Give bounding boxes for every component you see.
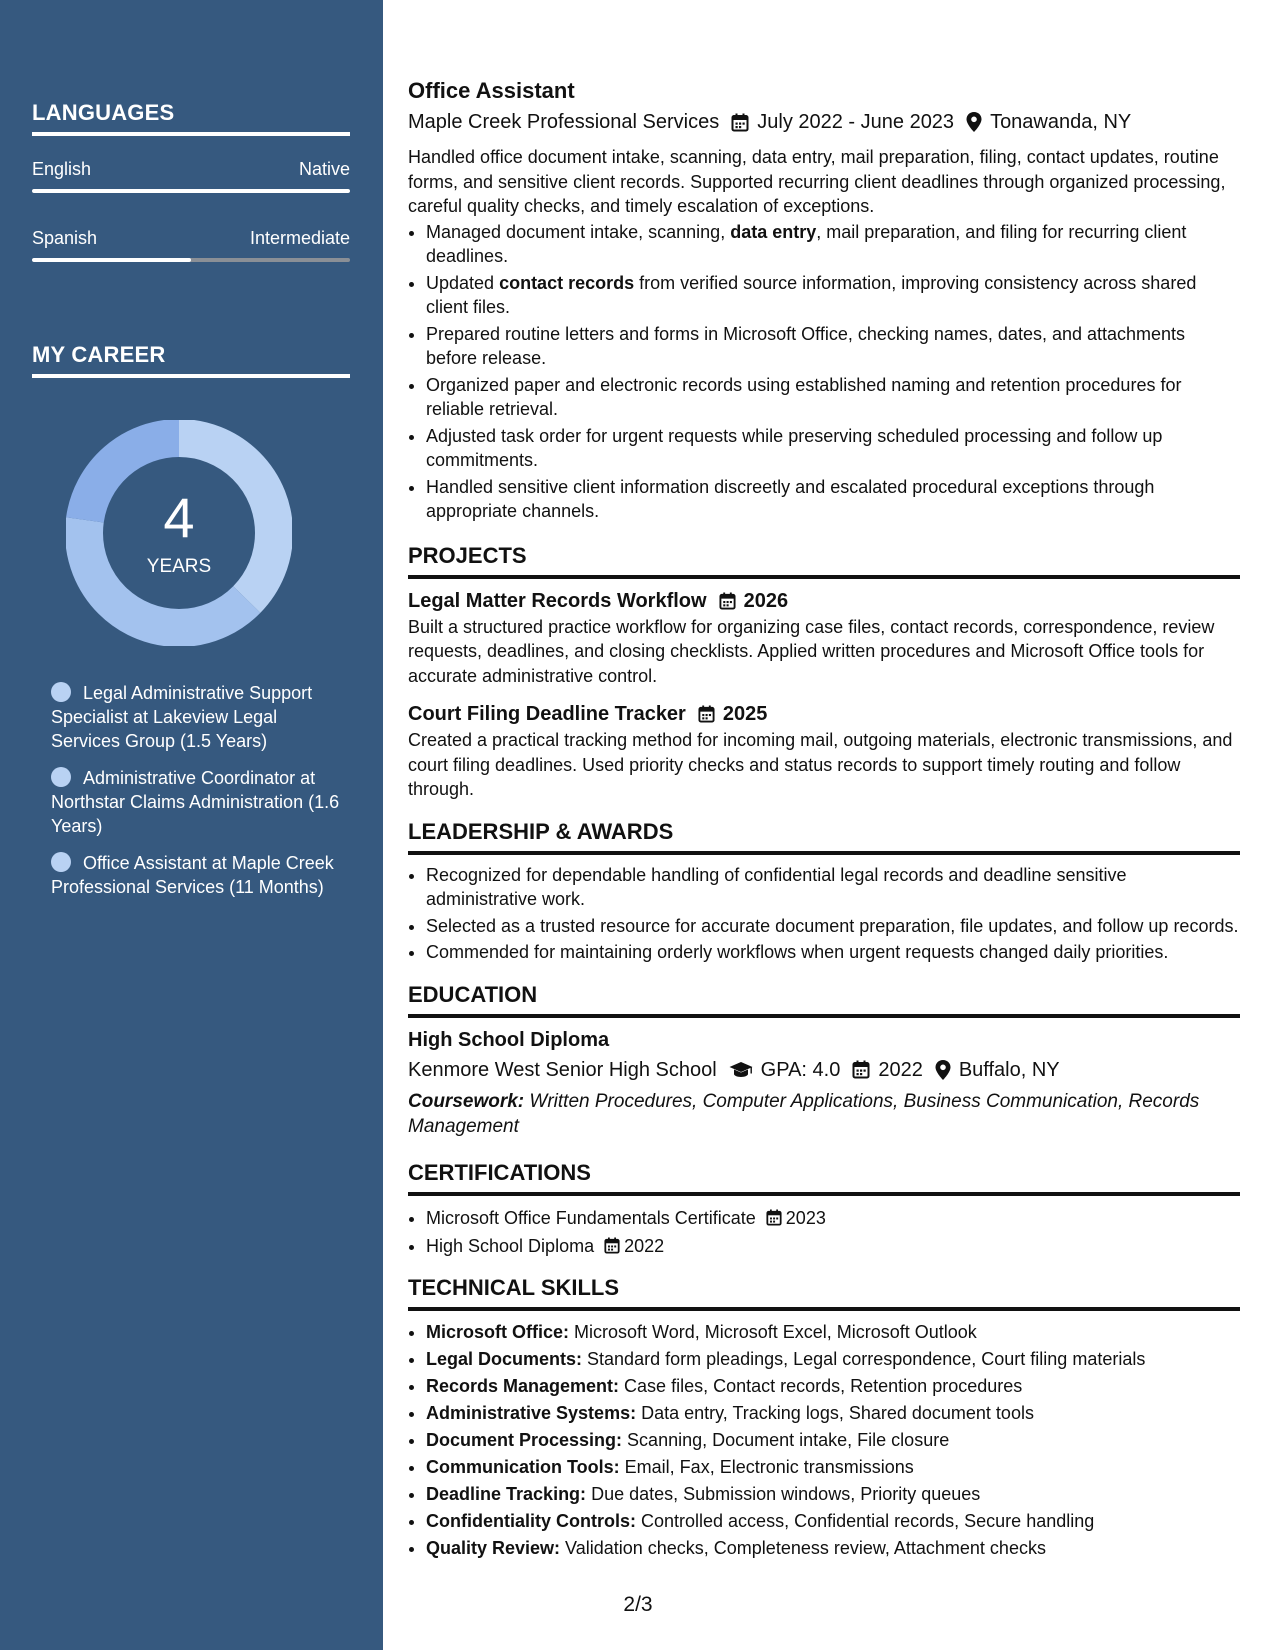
calendar-icon bbox=[731, 113, 749, 132]
project-description: Built a structured practice workflow for organizing case files, contact records, correspondence, review requests, deadlines, and closing checklists. Applied written procedures and Microsoft Office tools for accurate administrative control. bbox=[408, 616, 1215, 686]
leadership-list bbox=[408, 863, 1240, 965]
career-item bbox=[51, 766, 341, 838]
bullet-bold-text: data entry bbox=[730, 221, 817, 242]
education-location: Buffalo, NY bbox=[958, 1058, 1060, 1081]
leadership-item: • Commended for maintaining orderly workflows when urgent requests changed daily priorities. bbox=[426, 940, 1240, 965]
calendar-icon bbox=[719, 592, 736, 610]
project-title bbox=[408, 700, 1240, 728]
career-dot-icon bbox=[51, 852, 71, 872]
calendar-icon bbox=[766, 1209, 782, 1226]
career-item-text: Legal Administrative Support Specialist at Lakeview Legal Services Group (1.5 Years) bbox=[51, 683, 313, 751]
job-dates: July 2022 - June 2023 bbox=[757, 111, 955, 133]
skill-value: Scanning, Document intake, File closure bbox=[622, 1429, 950, 1450]
certification-name: Microsoft Office Fundamentals Certificate bbox=[426, 1207, 756, 1228]
project-name: Legal Matter Records Workflow bbox=[408, 589, 707, 612]
skills-title: TECHNICAL SKILLS bbox=[408, 1274, 1240, 1311]
projects-title: PROJECTS bbox=[408, 542, 1240, 579]
map-pin-icon bbox=[966, 112, 982, 132]
project-entry bbox=[408, 587, 1240, 689]
language-name: English bbox=[32, 159, 92, 179]
skill-item bbox=[426, 1427, 1240, 1454]
education-gpa: GPA: 4.0 bbox=[760, 1058, 841, 1081]
job-bullet bbox=[426, 220, 1240, 269]
job-title: Office Assistant bbox=[408, 78, 575, 103]
skill-item bbox=[426, 1400, 1240, 1427]
skills-list bbox=[408, 1319, 1240, 1562]
career-list bbox=[51, 681, 341, 912]
job-entry bbox=[408, 76, 1240, 524]
project-description: Created a practical tracking method for incoming mail, outgoing materials, electronic transmissions, and court filing deadlines. Used priority checks and status records to support timely routing and follow through. bbox=[408, 730, 1233, 799]
certification-item bbox=[426, 1204, 1240, 1232]
bullet-text: Prepared routine letters and forms in Microsoft Office, checking names, dates, and attachments before release. bbox=[426, 323, 1186, 368]
skill-item bbox=[426, 1535, 1240, 1562]
language-name: Spanish bbox=[32, 228, 98, 248]
career-total-years: 4 bbox=[163, 486, 195, 549]
skill-value: Due dates, Submission windows, Priority queues bbox=[586, 1483, 981, 1504]
bullet-text: from verified source information, improving consistency across shared client files. bbox=[426, 272, 1197, 317]
bullet-text: Adjusted task order for urgent requests while preserving scheduled processing and follow up commitments. bbox=[426, 425, 1163, 470]
job-bullet bbox=[426, 322, 1240, 371]
certification-name: High School Diploma bbox=[426, 1235, 595, 1256]
job-company: Maple Creek Professional Services bbox=[408, 111, 720, 133]
certifications-list bbox=[408, 1204, 1240, 1260]
calendar-icon bbox=[698, 705, 715, 723]
sidebar bbox=[0, 0, 383, 1650]
career-years-unit: YEARS bbox=[146, 556, 212, 577]
job-meta bbox=[408, 107, 1240, 137]
skill-label: Records Management: bbox=[426, 1375, 620, 1396]
skill-label: Legal Documents: bbox=[426, 1348, 583, 1369]
skill-label: Administrative Systems: bbox=[426, 1402, 637, 1423]
skill-value: Microsoft Word, Microsoft Excel, Microsoft Outlook bbox=[569, 1321, 977, 1342]
job-bullet bbox=[426, 373, 1240, 422]
skill-item bbox=[426, 1346, 1240, 1373]
skill-value: Validation checks, Completeness review, Attachment checks bbox=[560, 1537, 1046, 1558]
bullet-text: , mail preparation, and filing for recurring client deadlines. bbox=[426, 221, 1187, 266]
skill-item bbox=[426, 1454, 1240, 1481]
job-bullet bbox=[426, 271, 1240, 320]
skill-value: Case files, Contact records, Retention procedures bbox=[619, 1375, 1023, 1396]
project-entry bbox=[408, 700, 1240, 802]
career-section bbox=[32, 342, 350, 378]
calendar-icon bbox=[852, 1060, 870, 1079]
skill-label: Document Processing: bbox=[426, 1429, 623, 1450]
career-dot-icon bbox=[51, 682, 71, 702]
job-bullet bbox=[426, 424, 1240, 473]
graduation-cap-icon bbox=[729, 1061, 753, 1079]
education-school: Kenmore West Senior High School bbox=[408, 1058, 717, 1081]
bullet-text: Organized paper and electronic records using established naming and retention procedures for reliable retrieval. bbox=[426, 374, 1182, 419]
skill-value: Controlled access, Confidential records, Secure handling bbox=[636, 1510, 1095, 1531]
bullet-text: Managed document intake, scanning, bbox=[426, 221, 731, 242]
languages-title: LANGUAGES bbox=[32, 100, 350, 136]
main-content bbox=[408, 76, 1240, 1562]
languages-section bbox=[32, 100, 350, 248]
language-bar-spanish bbox=[32, 258, 350, 262]
coursework-label: Coursework: bbox=[408, 1090, 525, 1112]
language-bar-fill bbox=[32, 258, 191, 262]
language-level: Native bbox=[298, 159, 350, 179]
education-meta bbox=[408, 1055, 1240, 1085]
career-item bbox=[51, 681, 341, 753]
calendar-icon bbox=[604, 1237, 620, 1254]
education-degree: High School Diploma bbox=[408, 1028, 610, 1051]
education-entry bbox=[408, 1026, 1240, 1139]
bullet-bold-text: contact records bbox=[499, 272, 635, 293]
project-name: Court Filing Deadline Tracker bbox=[408, 703, 686, 725]
map-pin-icon bbox=[935, 1060, 951, 1080]
skill-value: Standard form pleadings, Legal correspondence, Court filing materials bbox=[582, 1348, 1146, 1369]
skill-label: Deadline Tracking: bbox=[426, 1483, 587, 1504]
bullet-text: Handled sensitive client information discreetly and escalated procedural exceptions through appropriate channels. bbox=[426, 476, 1155, 521]
project-title bbox=[408, 587, 1240, 615]
career-dot-icon bbox=[51, 767, 71, 787]
coursework-text: Written Procedures, Computer Applications, Business Communication, Records Management bbox=[408, 1090, 1200, 1137]
career-item-text: Administrative Coordinator at Northstar Claims Administration (1.6 Years) bbox=[51, 768, 340, 836]
language-level: Intermediate bbox=[249, 228, 350, 248]
career-title: MY CAREER bbox=[32, 342, 350, 378]
skill-item bbox=[426, 1481, 1240, 1508]
job-location: Tonawanda, NY bbox=[990, 111, 1132, 133]
skill-item bbox=[426, 1373, 1240, 1400]
skill-label: Communication Tools: bbox=[426, 1456, 620, 1477]
language-bar-english bbox=[32, 189, 350, 193]
leadership-item: • Recognized for dependable handling of confidential legal records and deadline sensitive administrative work. bbox=[426, 863, 1240, 912]
certifications-title: CERTIFICATIONS bbox=[408, 1159, 1240, 1196]
job-summary: Handled office document intake, scanning, data entry, mail preparation, filing, contact updates, routine forms, and sensitive client records. Supported recurring client deadlines through organized processing, careful quality checks, and timely escalation of exceptions. bbox=[408, 147, 1226, 216]
leadership-item: • Selected as a trusted resource for accurate document preparation, file updates, and follow up records. bbox=[426, 914, 1240, 939]
certification-item bbox=[426, 1232, 1240, 1260]
project-year: 2025 bbox=[722, 703, 768, 725]
page-number: 2/3 bbox=[623, 1593, 653, 1616]
job-bullet bbox=[426, 475, 1240, 524]
career-item bbox=[51, 851, 341, 899]
skill-value: Data entry, Tracking logs, Shared document tools bbox=[636, 1402, 1034, 1423]
job-bullets bbox=[408, 220, 1240, 524]
education-coursework bbox=[408, 1089, 1240, 1139]
skill-value: Email, Fax, Electronic transmissions bbox=[619, 1456, 914, 1477]
education-title: EDUCATION bbox=[408, 981, 1240, 1018]
skill-label: Confidentiality Controls: bbox=[426, 1510, 636, 1531]
skill-label: Microsoft Office: bbox=[426, 1321, 570, 1342]
language-bar-fill bbox=[32, 189, 350, 193]
skill-item bbox=[426, 1319, 1240, 1346]
bullet-text: Updated bbox=[426, 272, 500, 293]
skill-item bbox=[426, 1508, 1240, 1535]
skill-label: Quality Review: bbox=[426, 1537, 561, 1558]
project-year: 2026 bbox=[743, 589, 789, 612]
education-year: 2022 bbox=[878, 1058, 923, 1081]
career-donut bbox=[66, 420, 292, 646]
certification-year: 2022 bbox=[624, 1235, 665, 1256]
certification-year: 2023 bbox=[785, 1207, 826, 1228]
leadership-title: LEADERSHIP & AWARDS bbox=[408, 818, 1240, 855]
career-item-text: Office Assistant at Maple Creek Professional Services (11 Months) bbox=[51, 853, 334, 897]
